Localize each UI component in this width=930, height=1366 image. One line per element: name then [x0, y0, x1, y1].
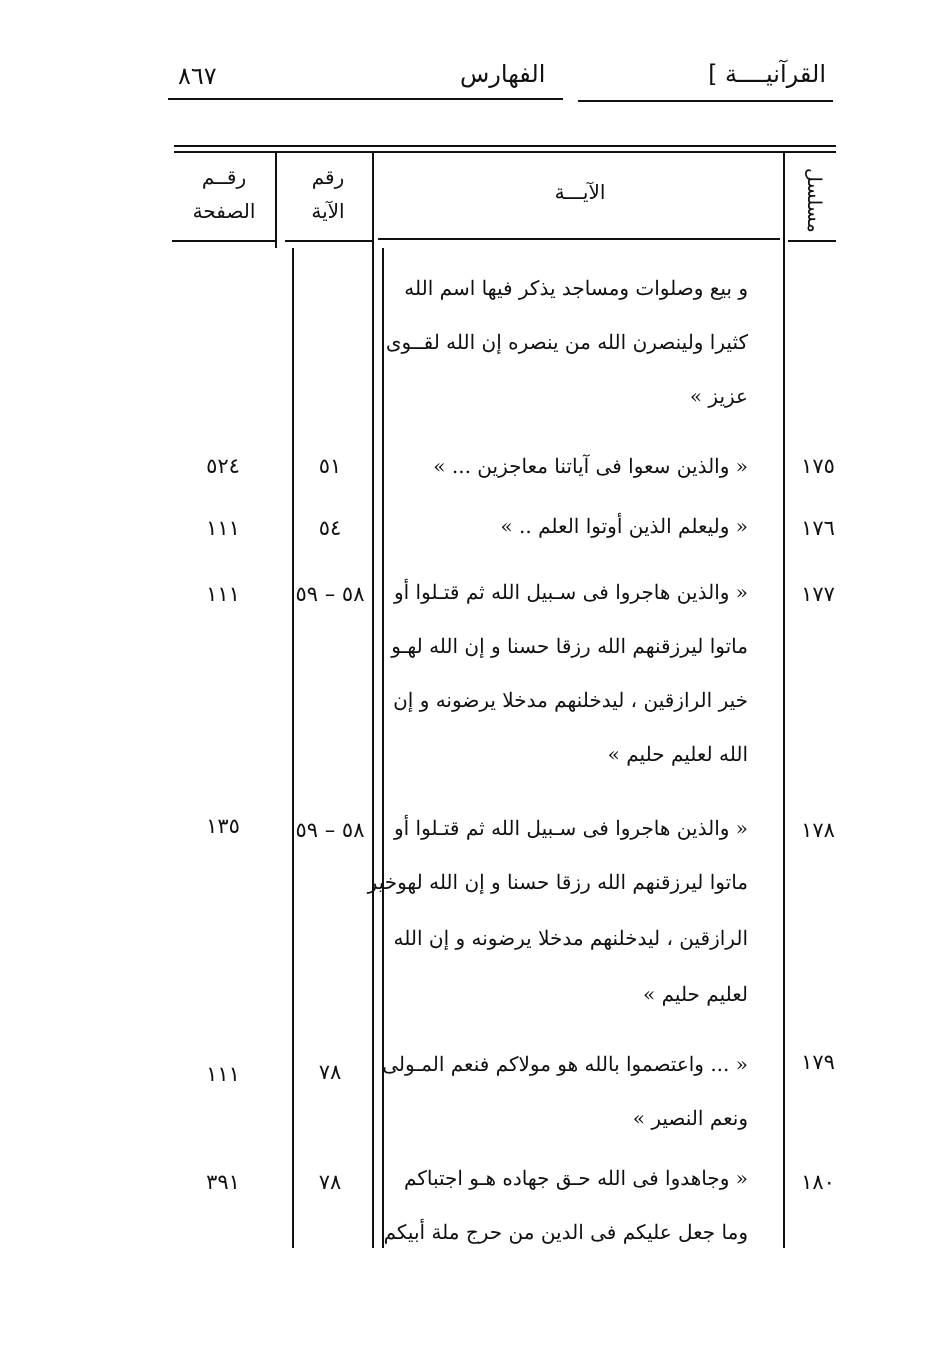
- column-divider: [783, 152, 785, 1248]
- verse-line: « والذين هاجروا فى سـبيل الله ثم قتـلوا أو: [393, 816, 748, 840]
- ayah-number: ٥١: [318, 454, 342, 478]
- verse-line: الرازقين ، ليدخلنهم مدخلا يرضونه و إن الله: [393, 926, 748, 950]
- column-header-serial: مسلسل: [803, 167, 825, 233]
- page-reference: ١١١: [206, 516, 240, 540]
- verse-line: « والذين سعوا فى آياتنا معاجزين ... »: [433, 454, 748, 478]
- column-header-ayah-line2: الآية: [311, 199, 345, 223]
- verse-line: كثيرا ولينصرن الله من ينصره إن الله لقــوى: [385, 330, 748, 354]
- column-header-ayah-line1: رقم: [311, 165, 345, 189]
- column-header-verse: الآيـــة: [554, 180, 606, 204]
- verse-line: « ... واعتصموا بالله هو مولاكم فنعم المـولى: [382, 1052, 748, 1076]
- column-header-page: [176, 160, 272, 228]
- serial-number: ١٧٦: [801, 516, 835, 540]
- column-header-page-line1: رقــم: [201, 165, 247, 189]
- serial-number: ١٨٠: [801, 1170, 835, 1194]
- verse-line: ماتوا ليرزقنهم الله رزقا حسنا و إن الله لهوخير: [367, 870, 748, 894]
- table-top-rule-2: [174, 151, 836, 153]
- serial-number: ١٧٧: [801, 582, 835, 606]
- column-header-page-line2: الصفحة: [192, 199, 256, 223]
- verse-line: خير الرازقين ، ليدخلنهم مدخلا يرضونه و إن: [393, 688, 748, 712]
- page-reference: ١١١: [206, 582, 240, 606]
- page-reference: ١١١: [206, 1062, 240, 1086]
- ayah-number: ٥٨ – ٥٩: [295, 582, 365, 606]
- column-divider: [372, 152, 374, 1248]
- page-reference: ٥٢٤: [206, 454, 240, 478]
- verse-line: ونعم النصير »: [632, 1106, 748, 1130]
- header-rule-right: [578, 100, 833, 102]
- verse-line: « وليعلم الذين أوتوا العلم .. »: [500, 514, 748, 538]
- verse-line: وما جعل عليكم فى الدين من حرج ملة أبيكم: [383, 1220, 748, 1244]
- header-underline-page: [172, 240, 276, 242]
- ayah-number: ٥٨ – ٥٩: [295, 818, 365, 842]
- column-divider: [275, 152, 277, 248]
- serial-number: ١٧٥: [801, 454, 835, 478]
- verse-line: ماتوا ليرزقنهم الله رزقا حسنا و إن الله لهـو: [391, 634, 748, 658]
- header-underline-ayah: [285, 240, 373, 242]
- verse-line: و بيع وصلوات ومساجد يذكر فيها اسم الله: [404, 276, 748, 300]
- column-header-ayah: [286, 160, 370, 228]
- verse-line: لعليم حليم »: [643, 982, 748, 1006]
- ayah-number: ٧٨: [318, 1170, 342, 1194]
- table-top-rule: [174, 145, 836, 147]
- verse-line: « والذين هاجروا فى سـبيل الله ثم قتـلوا أو: [393, 580, 748, 604]
- page-reference: ١٣٥: [206, 814, 240, 838]
- verse-line: الله لعليم حليم »: [607, 742, 748, 766]
- page-reference: ٣٩١: [206, 1170, 240, 1194]
- serial-number: ١٧٨: [801, 818, 835, 842]
- header-rule-left: [168, 98, 563, 100]
- verse-line: « وجاهدوا فى الله حـق جهاده هـو اجتباكم: [404, 1166, 748, 1190]
- header-section: القرآنيــــة ]: [708, 60, 826, 88]
- serial-number: ١٧٩: [801, 1050, 835, 1074]
- column-divider: [292, 248, 294, 1248]
- ayah-number: ٧٨: [318, 1060, 342, 1084]
- header-page-number: ٨٦٧: [178, 62, 217, 90]
- verse-line: عزيز »: [689, 384, 748, 408]
- header-underline-verse: [378, 238, 780, 240]
- header-title: الفهارس: [460, 60, 546, 88]
- header-underline-serial: [788, 240, 836, 242]
- ayah-number: ٥٤: [318, 516, 342, 540]
